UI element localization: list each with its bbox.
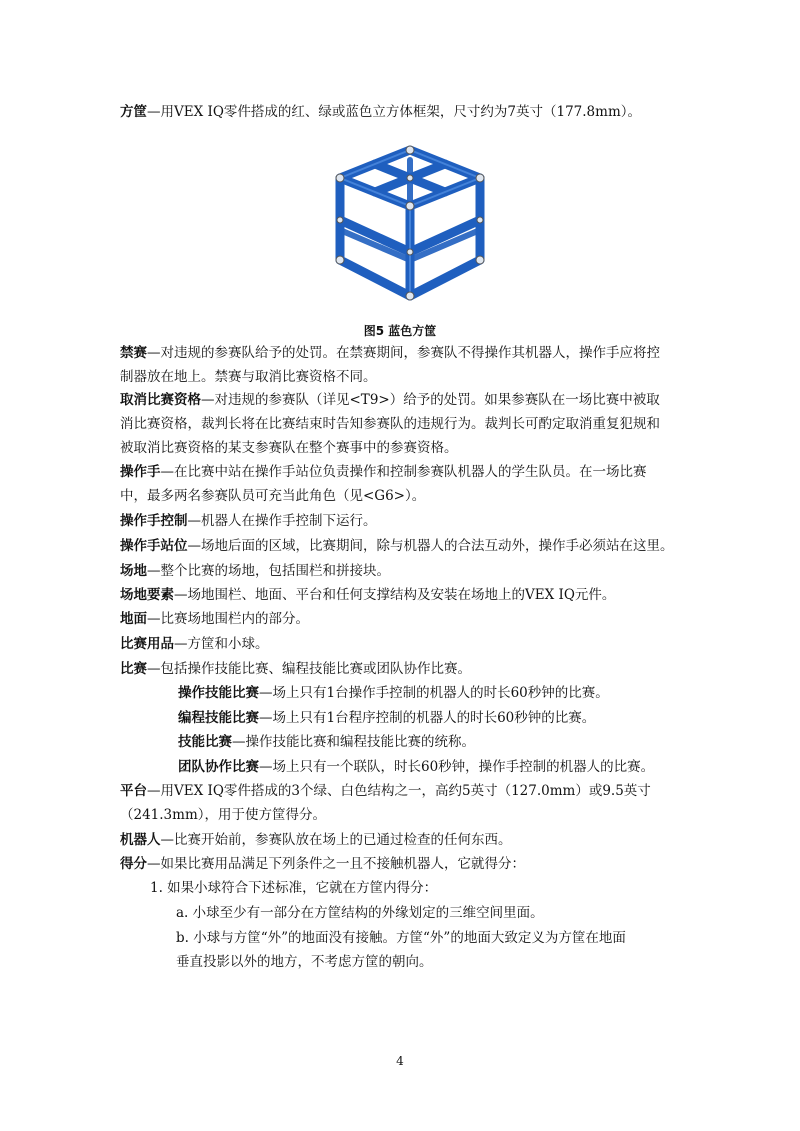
scoring-item-a: a. 小球至少有一部分在方筐结构的外缘划定的三维空间里面。 [176, 905, 544, 921]
scoring-item-b: b. 小球与方筐“外”的地面没有接触。方筐“外”的地面大致定义为方筐在地面 [176, 930, 626, 946]
page-number: 4 [396, 1054, 404, 1068]
def-field-element: 场地要素—场地围栏、地面、平台和任何支撑结构及安装在场地上的VEX IQ元件。 [120, 587, 616, 603]
scoring-item-b-cont: 垂直投影以外的地方，不考虑方筐的朝向。 [176, 954, 433, 970]
def-platform-cont: （241.3mm），用于使方筐得分。 [120, 807, 326, 823]
def-dq: 取消比赛资格—对违规的参赛队（详见<T9>）给予的处罚。如果参赛队在一场比赛中被取 [120, 392, 660, 408]
def-ban: 禁赛—对违规的参赛队给予的处罚。在禁赛期间，参赛队不得操作其机器人，操作手应将控 [120, 345, 660, 361]
scoring-item-1: 1. 如果小球符合下述标准，它就在方筐内得分： [150, 880, 438, 896]
intro-text: —用VEX IQ零件搭成的红、绿或蓝色立方体框架，尺寸约为7英寸（177.8mm）。 [147, 104, 641, 120]
def-field: 场地—整个比赛的场地，包括围栏和拼接块。 [120, 563, 390, 579]
def-driver: 操作手—在比赛中站在操作手站位负责操作和控制参赛队机器人的学生队员。在一场比赛 [120, 464, 647, 480]
def-platform: 平台—用VEX IQ零件搭成的3个绿、白色结构之一，高约5英寸（127.0mm）或9.5英寸 [120, 783, 651, 799]
figure-caption: 图5 蓝色方筐 [363, 324, 437, 338]
intro-term: 方筐 [120, 104, 147, 120]
def-dq-cont-2: 被取消比赛资格的某支参赛队在整个赛事中的参赛资格。 [120, 440, 458, 456]
def-scoring: 得分—如果比赛用品满足下列条件之一且不接触机器人，它就得分： [120, 856, 525, 872]
def-match: 比赛—包括操作技能比赛、编程技能比赛或团队协作比赛。 [120, 661, 471, 677]
subdef-teamwork: 团队协作比赛—场上只有一个联队，时长60秒钟，操作手控制的机器人的比赛。 [178, 759, 655, 775]
subdef-programming-skills: 编程技能比赛—场上只有1台程序控制的机器人的时长60秒钟的比赛。 [178, 710, 596, 726]
def-robot: 机器人—比赛开始前，参赛队放在场上的已通过检查的任何东西。 [120, 832, 512, 848]
def-game-objects: 比赛用品—方筐和小球。 [120, 636, 269, 652]
def-driver-station: 操作手站位—场地后面的区域，比赛期间，除与机器人的合法互动外，操作手必须站在这里。 [120, 538, 674, 554]
def-driver-control: 操作手控制—机器人在操作手控制下运行。 [120, 513, 377, 529]
def-dq-cont-1: 消比赛资格，裁判长将在比赛结束时告知参赛队的违规行为。裁判长可酌定取消重复犯规和 [120, 416, 660, 432]
def-driver-cont: 中，最多两名参赛队员可充当此角色（见<G6>）。 [120, 488, 426, 504]
subdef-driver-skills: 操作技能比赛—场上只有1台操作手控制的机器人的时长60秒钟的比赛。 [178, 685, 609, 701]
intro-paragraph [120, 101, 641, 123]
def-floor: 地面—比赛场地围栏内的部分。 [120, 611, 309, 627]
def-ban-cont: 制器放在地上。禁赛与取消比赛资格不同。 [120, 369, 377, 385]
blue-cube-frame-icon [330, 140, 490, 310]
subdef-skills: 技能比赛—操作技能比赛和编程技能比赛的统称。 [178, 734, 475, 750]
